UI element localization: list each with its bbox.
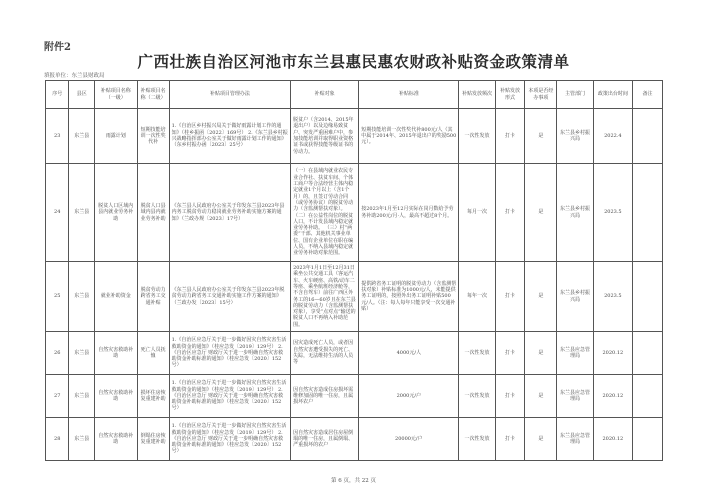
header-handled: 本项是否经办事项 (525, 81, 557, 109)
cell-target: 因自然灾害造成住房损坏需维修加固的唯一住房，且属损坏农户 (291, 375, 359, 418)
cell-county: 东兰县 (69, 109, 95, 164)
cell-form: 打卡 (495, 109, 525, 164)
cell-note (633, 109, 663, 164)
cell-note (633, 332, 663, 375)
cell-handled: 是 (525, 332, 557, 375)
cell-policy: 《东兰县人民政府办公室关于印发东兰县2023年县内务工脱贫劳动力稳岗就业劳务补助实施方案的通知》（兰政办规〔2023〕17号） (169, 164, 290, 262)
cell-date: 2023.5 (593, 262, 632, 332)
cell-date: 2020.12 (593, 375, 632, 418)
cell-dept: 东兰县应急管理局 (557, 375, 593, 418)
header-target: 补贴对象 (291, 81, 359, 109)
cell-form: 打卡 (495, 375, 525, 418)
cell-target: 因自然灾害造成居住房屋倒塌的唯一住房，且属倒塌、严重损坏的农户 (291, 418, 359, 461)
attachment-label: 附件2 (44, 42, 71, 53)
reporting-unit: 填报单位：东兰县财政局 (44, 73, 105, 79)
cell-county: 东兰县 (69, 332, 95, 375)
cell-level1: 就业补助资金 (95, 262, 138, 332)
table-row (46, 262, 663, 332)
cell-handled: 是 (525, 375, 557, 418)
cell-frequency: 一次性发放 (459, 418, 495, 461)
header-form: 补贴发放形式 (495, 81, 525, 109)
cell-target: 2023年1月1日至12月31日乘坐公共交通工具（客运汽车、火车硬座、高铁/动车二等座、乘坐航班经济舱等，不含自驾车）前往广西区外务工的16—60岁且在东兰县的脱贫劳动力（含监测帮扶对象），享受“点对点”输送的脱贫人口不再纳入补助范围。 (291, 262, 359, 332)
cell-no: 27 (46, 375, 69, 418)
cell-date: 2020.12 (593, 418, 632, 461)
cell-no: 24 (46, 164, 69, 262)
table-row (46, 109, 663, 164)
cell-level1: 自然灾害救助补助 (95, 418, 138, 461)
cell-handled: 是 (525, 418, 557, 461)
cell-standard: 20000元/户 (359, 418, 459, 461)
cell-note (633, 375, 663, 418)
header-level1: 补贴项目名称（一级） (95, 81, 138, 109)
subsidy-policy-table (45, 80, 663, 461)
cell-note (633, 418, 663, 461)
cell-handled: 是 (525, 262, 557, 332)
cell-form: 打卡 (495, 332, 525, 375)
cell-level2: 损坏住房恢复重建补助 (137, 375, 169, 418)
cell-dept: 东兰县乡村振兴局 (557, 262, 593, 332)
cell-no: 25 (46, 262, 69, 332)
cell-frequency: 每月一次 (459, 164, 495, 262)
cell-note (633, 164, 663, 262)
header-standard: 补贴标准 (359, 81, 459, 109)
header-county: 县区 (69, 81, 95, 109)
cell-dept: 东兰县应急管理局 (557, 332, 593, 375)
cell-target: 脱贫户（含2014、2015年退出户）以及边缘易致贫户、突发严重困难户中，参加技能培训并取得职业资格证书或获得技能等级证书的劳动力。 (291, 109, 359, 164)
cell-level2: 短期技能培训一次性奖代补 (137, 109, 169, 164)
cell-level2: 脱贫劳动力跨省务工交通补贴 (137, 262, 169, 332)
table-row (46, 332, 663, 375)
header-policy: 补贴项目管理办法 (169, 81, 290, 109)
cell-frequency: 每年一次 (459, 262, 495, 332)
cell-county: 东兰县 (69, 164, 95, 262)
cell-form: 打卡 (495, 164, 525, 262)
cell-form: 打卡 (495, 418, 525, 461)
page-number: 第 6 页，共 22 页 (331, 478, 376, 484)
cell-county: 东兰县 (69, 418, 95, 461)
cell-standard: 提供跨省务工证明的脱贫劳动力（含监测帮扶对象）补贴标准为1000元/人，未能提供务工证明的，按照外出务工证明补贴500元/人。（注：每人每年只能享受一次交通补贴） (359, 262, 459, 332)
document-title: 广西壮族自治区河池市东兰县惠民惠农财政补贴资金政策清单 (137, 52, 570, 71)
header-no: 序号 (46, 81, 69, 109)
header-row (46, 81, 663, 109)
header-frequency: 补贴发放频次 (459, 81, 495, 109)
cell-standard: 按2023年1月至12月实际在岗月数给予劳务补助200元/月·人，最高不超过8个月。 (359, 164, 459, 262)
header-date: 政策出台时间 (593, 81, 632, 109)
cell-standard: 2000元/户 (359, 375, 459, 418)
cell-note (633, 262, 663, 332)
cell-dept: 东兰县应急管理局 (557, 418, 593, 461)
cell-policy: 1.《自治区应急厅关于进一步做好因灾自然灾害生活救助资金的通知》（桂应急发〔2019〕129号） 2.《自治区应急厅 财政厅关于进一步明确自然灾害救助资金补助标准的通知》（桂应急发〔2020〕152号） (169, 375, 290, 418)
cell-date: 2020.12 (593, 332, 632, 375)
cell-standard: 4000元/人 (359, 332, 459, 375)
table-row (46, 375, 663, 418)
cell-form: 打卡 (495, 262, 525, 332)
cell-level1: 脱贫人口区域内县内就业劳务补助 (95, 164, 138, 262)
cell-policy: 1.《自治区应急厅关于进一步做好因灾自然灾害生活救助资金的通知》（桂应急发〔2019〕129号） 2.《自治区应急厅 财政厅关于进一步明确自然灾害救助资金补助标准的通知》（桂应急发〔2020〕152号） (169, 418, 290, 461)
header-note: 备注 (633, 81, 663, 109)
cell-no: 26 (46, 332, 69, 375)
cell-target: （一）在县域内就业农民专业合作社、扶贫车间、个体工商户等合法经营主体内稳定就业1个月以上（含1个月）的，且签订劳动合同（或劳务协议）的脱贫劳动力（含监测帮扶对象）。 （二）在公益性岗位的脱贫人口，不计发县域内稳定就业劳务补助。 （三）村“两委”干部、其他机关事业单位、国有企业单位在职在编人员，不纳入县域内稳定就业劳务补助对象范围。 (291, 164, 359, 262)
cell-policy: 《东兰县人民政府办公室关于印发东兰县2023年脱贫劳动力跨省务工交通补助实施工作方案的通知》（兰政办发〔2023〕15号） (169, 262, 290, 332)
cell-policy: 1.《自治区乡村振兴局关于做好雨露计划工作的通知》（桂乡振函〔2022〕169号） 2.《东兰县乡村振兴战略指挥部办公室关于做好雨露计划工作的通知》（东乡村振办函〔2023〕25号） (169, 109, 290, 164)
cell-county: 东兰县 (69, 262, 95, 332)
cell-frequency: 一次性发放 (459, 375, 495, 418)
cell-level2: 倒塌住房恢复重建补助 (137, 418, 169, 461)
cell-standard: 短期技能培训一次性奖代补800元/人（其中属于2014年、2015年退出户的奖励500元）。 (359, 109, 459, 164)
cell-target: 因灾造成死亡人员，或者因自然灾害遭受损失的死亡、失踪，无法维持生活的人员等 (291, 332, 359, 375)
table-row (46, 164, 663, 262)
cell-no: 28 (46, 418, 69, 461)
cell-county: 东兰县 (69, 375, 95, 418)
cell-date: 2023.5 (593, 164, 632, 262)
header-level2: 补贴项目名称（二级） (137, 81, 169, 109)
cell-dept: 东兰县乡村振兴局 (557, 164, 593, 262)
cell-level2: 死亡人员抚恤 (137, 332, 169, 375)
cell-level1: 雨露计划 (95, 109, 138, 164)
cell-frequency: 一次性发放 (459, 332, 495, 375)
cell-date: 2022.4 (593, 109, 632, 164)
cell-no: 23 (46, 109, 69, 164)
cell-level1: 自然灾害救助补助 (95, 375, 138, 418)
cell-frequency: 一次性发放 (459, 109, 495, 164)
header-dept: 主管部门 (557, 81, 593, 109)
cell-handled: 是 (525, 109, 557, 164)
cell-handled: 是 (525, 164, 557, 262)
cell-dept: 东兰县乡村振兴局 (557, 109, 593, 164)
cell-policy: 1.《自治区应急厅关于进一步做好因灾自然灾害生活救助资金的通知》（桂应急发〔2019〕129号） 2.《自治区应急厅 财政厅关于进一步明确自然灾害救助资金补助标准的通知》（桂应急发〔2020〕152号） (169, 332, 290, 375)
cell-level1: 自然灾害救助补助 (95, 332, 138, 375)
table-row (46, 418, 663, 461)
cell-level2: 脱贫人口县域内县内就业劳务补助 (137, 164, 169, 262)
